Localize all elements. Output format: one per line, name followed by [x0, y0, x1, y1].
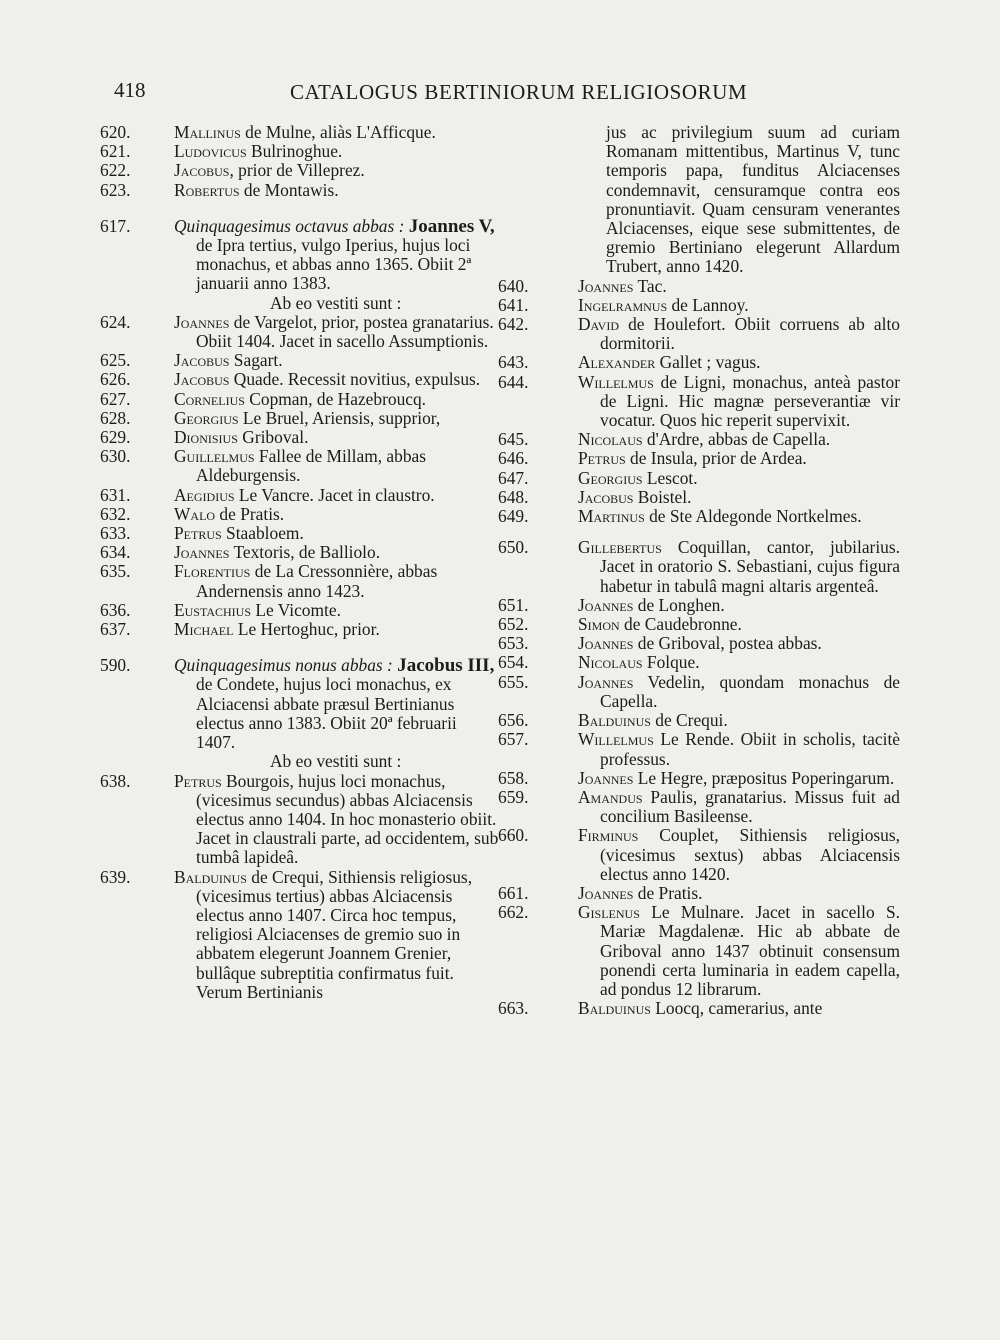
- entry-number: 622.: [100, 160, 131, 181]
- entry-number: 649.: [498, 506, 529, 527]
- entry-number: 642.: [498, 314, 529, 335]
- entry-number: 660.: [498, 825, 529, 846]
- left-column: [100, 123, 500, 1002]
- entry-number: 634.: [100, 542, 131, 563]
- entry-text: de Crequi.: [650, 710, 728, 731]
- catalog-entry: [498, 634, 900, 653]
- entry-number: 657.: [498, 729, 529, 750]
- catalog-entry: [100, 123, 500, 142]
- entry-text: Gallet ; vagus.: [655, 352, 761, 373]
- entry-text: de Houlefort. Obiit corruens ab alto dormitorii.: [600, 314, 900, 354]
- entry-text: de Mulne, aliàs L'Afficque.: [240, 122, 436, 142]
- monk-name: Petrus: [578, 448, 626, 469]
- entry-text: Fallee de Millam, abbas Aldeburgensis.: [196, 446, 427, 486]
- catalog-entry: [498, 826, 900, 884]
- catalog-entry: [100, 390, 500, 409]
- catalog-entry: [498, 673, 900, 711]
- entry-text: d'Ardre, abbas de Capella.: [642, 429, 831, 450]
- catalog-entry: [498, 469, 900, 488]
- entry-number: 644.: [498, 371, 529, 392]
- abbot-description: de Ipra tertius, vulgo Iperius, hujus loci monachus, et abbas anno 1365. Obiit 2ª januarii anno 1383.: [196, 235, 472, 294]
- entry-text: de La Cressonnière, abbas Andernensis anno 1423.: [196, 561, 438, 601]
- entry-text: Le Mulnare. Jacet in sacello S. Mariæ Magdalenæ. Hic ab abbate de Griboval anno 1437 obtinuit consensum ponendi certa luminaria in eadem capella, ad pondus 12 librarum.: [600, 902, 900, 999]
- monk-name: Jacobus: [578, 486, 634, 507]
- entry-number: 653.: [498, 633, 529, 654]
- entry-text: de Insula, prior de Ardea.: [625, 448, 807, 469]
- monk-name: Gislenus: [578, 902, 640, 923]
- entry-text: Le Vancre. Jacet in claustro.: [234, 484, 435, 505]
- entry-number: 637.: [100, 619, 131, 640]
- entry-number: 621.: [100, 141, 131, 162]
- entry-number: 624.: [100, 311, 131, 332]
- entry-text: Le Hegre, præpositus Poperingarum.: [633, 767, 895, 788]
- entry-text: Loocq, camerarius, ante: [650, 998, 823, 1019]
- entry-text: de Crequi, Sithiensis religiosus, (vicesimus tertius) abbas Alciacensis electus anno 1407. Circa hoc tempus, religiosi Alciacenses de gremio suo in abbatem elegerunt Joannem Grenier, bullâque subreptitia confirmatus fuit. Verum Bertinianis: [196, 866, 473, 1002]
- monk-name: Alexander: [578, 352, 656, 373]
- entry-text: Boistel.: [633, 486, 692, 507]
- catalog-entry: [498, 315, 900, 353]
- monk-name: Willelmus: [578, 729, 654, 750]
- catalog-entry: [498, 353, 900, 372]
- entry-number: 647.: [498, 467, 529, 488]
- entry-text: Sagart.: [229, 350, 283, 371]
- entry-number: 656.: [498, 710, 529, 731]
- monk-name: Joannes: [578, 594, 634, 615]
- entry-text: Coquillan, cantor, jubilarius. Jacet in oratorio S. Sebastiani, cujus figura habetur in tabulâ magni altaris argenteâ.: [600, 537, 900, 596]
- entry-number: 661.: [498, 882, 529, 903]
- catalog-entry: [498, 449, 900, 468]
- page-number: 418: [114, 78, 146, 102]
- catalog-entry: [498, 277, 900, 296]
- entry-text: de Vargelot, prior, postea granatarius. Obiit 1404. Jacet in sacello Assumptionis.: [196, 311, 494, 352]
- entry-number: 633.: [100, 523, 131, 544]
- entry-text: Folque.: [642, 652, 700, 673]
- vestiti-heading: Ab eo vestiti sunt :: [270, 292, 402, 313]
- monk-name: Guillelmus: [174, 446, 255, 467]
- entry-number: 627.: [100, 388, 131, 409]
- monk-name: Willelmus: [578, 371, 654, 392]
- catalog-entry: [100, 772, 500, 868]
- entry-number: 630.: [100, 446, 131, 467]
- entry-text: de Griboval, postea abbas.: [633, 633, 822, 654]
- catalog-entry: [100, 524, 500, 543]
- entry-number: 646.: [498, 448, 529, 469]
- catalog-entry: [498, 373, 900, 431]
- abbot-name: Joannes V,: [408, 215, 495, 237]
- entry-text: , prior de Villeprez.: [229, 160, 365, 181]
- monk-name: Mallinus: [174, 122, 241, 142]
- monk-name: Georgius: [174, 407, 239, 428]
- entry-text: Tac.: [633, 275, 667, 296]
- entry-text: de Ste Aldegonde Nortkelmes.: [644, 506, 862, 527]
- entry-number: 625.: [100, 350, 131, 371]
- monk-name: David: [578, 314, 620, 335]
- catalog-entry: [100, 428, 500, 447]
- catalog-entry: [100, 868, 500, 1002]
- monk-name: Eustachius: [174, 599, 252, 620]
- entry-text: Couplet, Sithiensis religiosus, (vicesimus sextus) abbas Alciacensis electus anno 1420.: [600, 825, 900, 884]
- monk-name: Joannes: [578, 882, 634, 903]
- running-title: CATALOGUS BERTINIORUM RELIGIOSORUM: [290, 80, 748, 104]
- monk-name: Ludovicus: [174, 141, 247, 162]
- entry-text: de Montawis.: [239, 179, 339, 200]
- entry-number: 651.: [498, 594, 529, 615]
- catalog-entry: [100, 447, 500, 485]
- entry-number: 631.: [100, 484, 131, 505]
- entry-text: de Caudebronne.: [619, 614, 742, 635]
- monk-name: Joannes: [174, 542, 230, 563]
- entry-text: Bulrinoghue.: [246, 141, 343, 162]
- entry-text: de Lannoy.: [667, 294, 749, 315]
- right-column: [498, 123, 900, 1018]
- abbot-number: 617.: [100, 215, 131, 236]
- catalog-entry: [100, 620, 500, 639]
- monk-name: Dionisius: [174, 427, 238, 448]
- catalog-entry: [498, 884, 900, 903]
- entry-number: 655.: [498, 671, 529, 692]
- monk-name: Joannes: [578, 275, 634, 296]
- monk-name: Gillebertus: [578, 537, 662, 558]
- catalog-entry: [498, 711, 900, 730]
- entry-text: Griboval.: [237, 427, 309, 448]
- monk-name: Nicolaus: [578, 429, 643, 450]
- catalog-entry: [498, 507, 900, 526]
- entry-number: 650.: [498, 537, 529, 558]
- catalog-entry: [498, 788, 900, 826]
- abbot-description: de Condete, hujus loci monachus, ex Alciacensi abbate præsul Bertinianus electus anno 1383. Obiit 20ª februarii 1407.: [196, 674, 457, 753]
- catalog-entry: [100, 601, 500, 620]
- abbot-label: Quinquagesimus nonus abbas :: [174, 655, 398, 676]
- entry-number: 639.: [100, 866, 131, 887]
- entry-text: de Longhen.: [633, 594, 725, 615]
- entry-text: Textoris, de Balliolo.: [229, 542, 381, 563]
- entry-text: Le Rende. Obiit in scholis, tacitè professus.: [600, 729, 900, 769]
- monk-name: Joannes: [578, 767, 634, 788]
- catalog-entry: [100, 409, 500, 428]
- monk-name: Joannes: [578, 671, 634, 692]
- monk-name: Robertus: [174, 179, 240, 200]
- catalog-entry: [100, 370, 500, 389]
- abbot-entry-joannes-v: [100, 217, 500, 313]
- monk-name: Balduinus: [578, 710, 651, 731]
- monk-name: Walo: [174, 503, 216, 524]
- monk-name: Balduinus: [578, 998, 651, 1019]
- monk-name: Balduinus: [174, 866, 247, 887]
- entry-text: Staabloem.: [221, 523, 304, 544]
- entry-text: Copman, de Hazebroucq.: [244, 388, 427, 409]
- monk-name: Jacobus: [174, 350, 230, 371]
- monk-name: Jacobus: [174, 160, 230, 181]
- monk-name: Georgius: [578, 467, 643, 488]
- entry-number: 632.: [100, 503, 131, 524]
- entry-text: Le Bruel, Ariensis, supprior,: [238, 407, 441, 428]
- entry-number: 638.: [100, 770, 131, 791]
- entry-text: Quade. Recessit novitius, expulsus.: [229, 369, 481, 390]
- entry-number: 626.: [100, 369, 131, 390]
- abbot-number: 590.: [100, 655, 131, 676]
- entry-text: Lescot.: [642, 467, 698, 488]
- catalog-entry: [100, 543, 500, 562]
- monk-name: Cornelius: [174, 388, 245, 409]
- catalog-entry: [498, 430, 900, 449]
- entry-number: 640.: [498, 275, 529, 296]
- entry-text: Bourgois, hujus loci monachus, (vicesimus secundus) abbas Alciacensis electus anno 1404. In hoc monasterio obiit. Jacet in claustrali parte, ad occidentem, sub tumbâ lapideâ.: [196, 770, 499, 868]
- catalog-entry: [498, 730, 900, 768]
- monk-name: Petrus: [174, 523, 222, 544]
- vestiti-heading: Ab eo vestiti sunt :: [270, 751, 402, 772]
- monk-name: Firminus: [578, 825, 639, 846]
- catalog-entry: [498, 538, 900, 596]
- abbot-name: Jacobus III,: [397, 655, 495, 677]
- entry-number: 635.: [100, 561, 131, 582]
- monk-name: Jacobus: [174, 369, 230, 390]
- monk-name: Florentius: [174, 561, 251, 582]
- abbot-label: Quinquagesimus octavus abbas :: [174, 215, 409, 236]
- catalog-entry: [498, 296, 900, 315]
- monk-name: Martinus: [578, 506, 645, 527]
- entry-number: 663.: [498, 998, 529, 1019]
- entry-number: 645.: [498, 429, 529, 450]
- entry-number: 659.: [498, 786, 529, 807]
- entry-number: 620.: [100, 122, 131, 142]
- catalog-entry: [100, 486, 500, 505]
- entry-number: 652.: [498, 614, 529, 635]
- entry-number: 658.: [498, 767, 529, 788]
- catalog-entry: [100, 181, 500, 200]
- catalog-entry: [498, 769, 900, 788]
- entry-number: 643.: [498, 352, 529, 373]
- catalog-entry: [100, 562, 500, 600]
- catalog-entry: [498, 653, 900, 672]
- catalog-entry: [100, 142, 500, 161]
- entry-text: Paulis, granatarius. Missus fuit ad concilium Basileense.: [600, 786, 900, 827]
- entry-number: 636.: [100, 599, 131, 620]
- entry-text: de Ligni, monachus, anteà pastor de Ligni. Hic magnæ perseverantiæ vir vocatur. Quos hic reperit supervixit.: [600, 371, 900, 431]
- entry-number: 628.: [100, 407, 131, 428]
- entry-number: 623.: [100, 179, 131, 200]
- entry-text: de Pratis.: [633, 882, 703, 903]
- monk-name: Aegidius: [174, 484, 235, 505]
- entry-text: Le Hertoghuc, prior.: [233, 619, 380, 640]
- catalog-entry: [100, 505, 500, 524]
- monk-name: Joannes: [578, 633, 634, 654]
- catalog-entry: [100, 313, 500, 351]
- catalog-entry: [100, 351, 500, 370]
- catalog-entry: [498, 596, 900, 615]
- monk-name: Nicolaus: [578, 652, 643, 673]
- catalog-entry: [498, 903, 900, 999]
- catalog-entry: [100, 161, 500, 180]
- monk-name: Michael: [174, 619, 234, 640]
- entry-text: de Pratis.: [215, 503, 285, 524]
- catalog-entry: [498, 615, 900, 634]
- monk-name: Joannes: [174, 311, 230, 332]
- monk-name: Ingelramnus: [578, 294, 668, 315]
- entry-text: Le Vicomte.: [251, 599, 341, 620]
- entry-number: 641.: [498, 294, 529, 315]
- entry-number: 629.: [100, 427, 131, 448]
- entry-text: Vedelin, quondam monachus de Capella.: [600, 671, 900, 711]
- catalog-entry: [498, 488, 900, 507]
- monk-name: Petrus: [174, 770, 222, 791]
- monk-name: Simon: [578, 614, 620, 635]
- entry-number: 662.: [498, 902, 529, 923]
- abbot-entry-jacobus-iii: [100, 656, 500, 771]
- entry-number: 648.: [498, 486, 529, 507]
- entry-number: 654.: [498, 652, 529, 673]
- catalog-entry: [498, 999, 900, 1018]
- monk-name: Amandus: [578, 786, 643, 807]
- continuation-paragraph: jus ac privilegium suum ad curiam Romanam mittentibus, Martinus V, tunc temporis papa, funditus Alciacenses condemnavit, censuramque contra eos pronuntiavit. Quam censuram venerantes Alciacenses, eique sese submittentes, de gremio Bertiniano elegerunt Allardum Trubert, anno 1420.: [606, 122, 900, 277]
